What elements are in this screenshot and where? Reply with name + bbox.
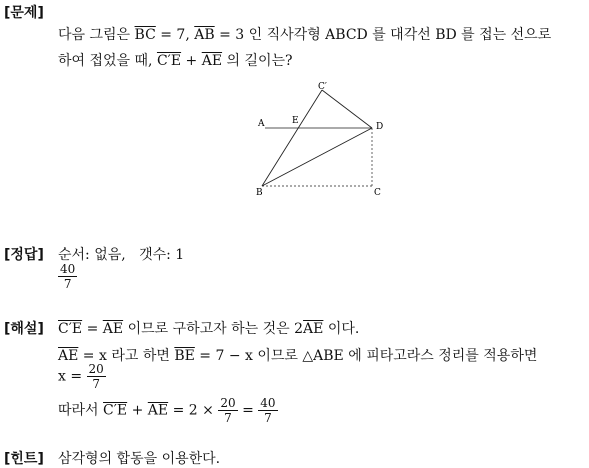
segment-ae: $\overline{AE}$ bbox=[58, 348, 79, 364]
problem-label: [문제] bbox=[4, 5, 44, 21]
answer-label: [정답] bbox=[4, 247, 44, 263]
point-label-c-prime: C′ bbox=[318, 82, 327, 92]
segment-c-prime-d-line bbox=[322, 90, 372, 128]
point-label-a: A bbox=[258, 119, 265, 129]
fraction-denominator: 7 bbox=[264, 411, 272, 425]
solution-text: = 2 × bbox=[172, 402, 214, 419]
segment-ab: $\overline{AB}$ bbox=[194, 27, 215, 43]
diagonal-bd-line bbox=[262, 128, 372, 186]
plus-sign: + bbox=[131, 402, 144, 419]
fraction-denominator: 7 bbox=[92, 377, 100, 391]
segment-c-prime-e: C′E bbox=[156, 53, 182, 69]
answer-order: 순서: 없음, bbox=[58, 247, 126, 263]
problem-text: 다음 그림은 bbox=[58, 27, 131, 43]
fraction-numerator: 40 bbox=[60, 262, 76, 276]
fraction-numerator: 20 bbox=[88, 362, 104, 376]
answer-value bbox=[58, 262, 77, 291]
answer-count: 갯수: 1 bbox=[139, 247, 185, 263]
solution-line-2 bbox=[58, 345, 537, 365]
problem-text: = 3 인 직사각형 ABCD 를 대각선 BD 를 접는 선으로 bbox=[219, 27, 552, 43]
problem-line-1 bbox=[58, 24, 551, 44]
solution-line-4 bbox=[58, 396, 278, 425]
fraction-forty-sevenths bbox=[258, 396, 277, 425]
solution-label: [해설] bbox=[4, 321, 44, 337]
segment-bc-prime-line bbox=[262, 90, 322, 186]
equals-sign: = bbox=[86, 321, 99, 337]
solution-text: = x 라고 하면 bbox=[82, 348, 170, 364]
solution-text: 따라서 bbox=[58, 402, 99, 419]
hint-text: 삼각형의 합동을 이용한다. bbox=[58, 451, 221, 467]
folded-rectangle-figure bbox=[250, 78, 390, 203]
solution-line-1 bbox=[58, 318, 359, 338]
x-fraction bbox=[87, 362, 106, 391]
plus-sign: + bbox=[185, 53, 198, 69]
hint-label: [힌트] bbox=[4, 451, 44, 467]
segment-ae: $\overline{AE}$ bbox=[303, 321, 324, 337]
fraction-denominator: 7 bbox=[63, 277, 72, 291]
segment-c-prime-e: C′E bbox=[58, 321, 83, 337]
problem-text: 하여 접었을 때, bbox=[58, 53, 153, 69]
segment-ae: $\overline{AE}$ bbox=[201, 53, 223, 69]
fraction-numerator: 20 bbox=[220, 396, 236, 410]
point-label-b: B bbox=[256, 188, 263, 198]
solution-text: = 7 − x 이므로 △ABE 에 피타고라스 정리를 적용하면 bbox=[199, 348, 538, 364]
problem-line-2 bbox=[58, 50, 293, 70]
answer-fraction bbox=[58, 262, 77, 291]
segment-ae: $\overline{AE}$ bbox=[102, 321, 124, 337]
point-label-e: E bbox=[292, 116, 299, 126]
segment-be: $\overline{BE}$ bbox=[174, 348, 195, 364]
solution-line-3 bbox=[58, 362, 106, 391]
point-label-d: D bbox=[376, 122, 384, 132]
segment-ae: $\overline{AE}$ bbox=[147, 402, 169, 419]
segment-c-prime-e: C′E bbox=[103, 402, 128, 419]
answer-line bbox=[58, 244, 184, 264]
fraction-twenty-sevenths bbox=[218, 396, 237, 425]
fraction-denominator: 7 bbox=[224, 411, 232, 425]
problem-text: = 7, bbox=[160, 27, 190, 43]
solution-text: x = bbox=[58, 368, 83, 385]
solution-text: 이다. bbox=[327, 321, 360, 337]
problem-text: 의 길이는? bbox=[226, 53, 293, 69]
point-label-c: C bbox=[374, 188, 381, 198]
solution-text: 이므로 구하고자 하는 것은 2 bbox=[127, 321, 304, 337]
fraction-numerator: 40 bbox=[260, 396, 276, 410]
segment-bc: $\overline{BC}$ bbox=[134, 27, 156, 43]
equals-sign: = bbox=[242, 402, 254, 419]
